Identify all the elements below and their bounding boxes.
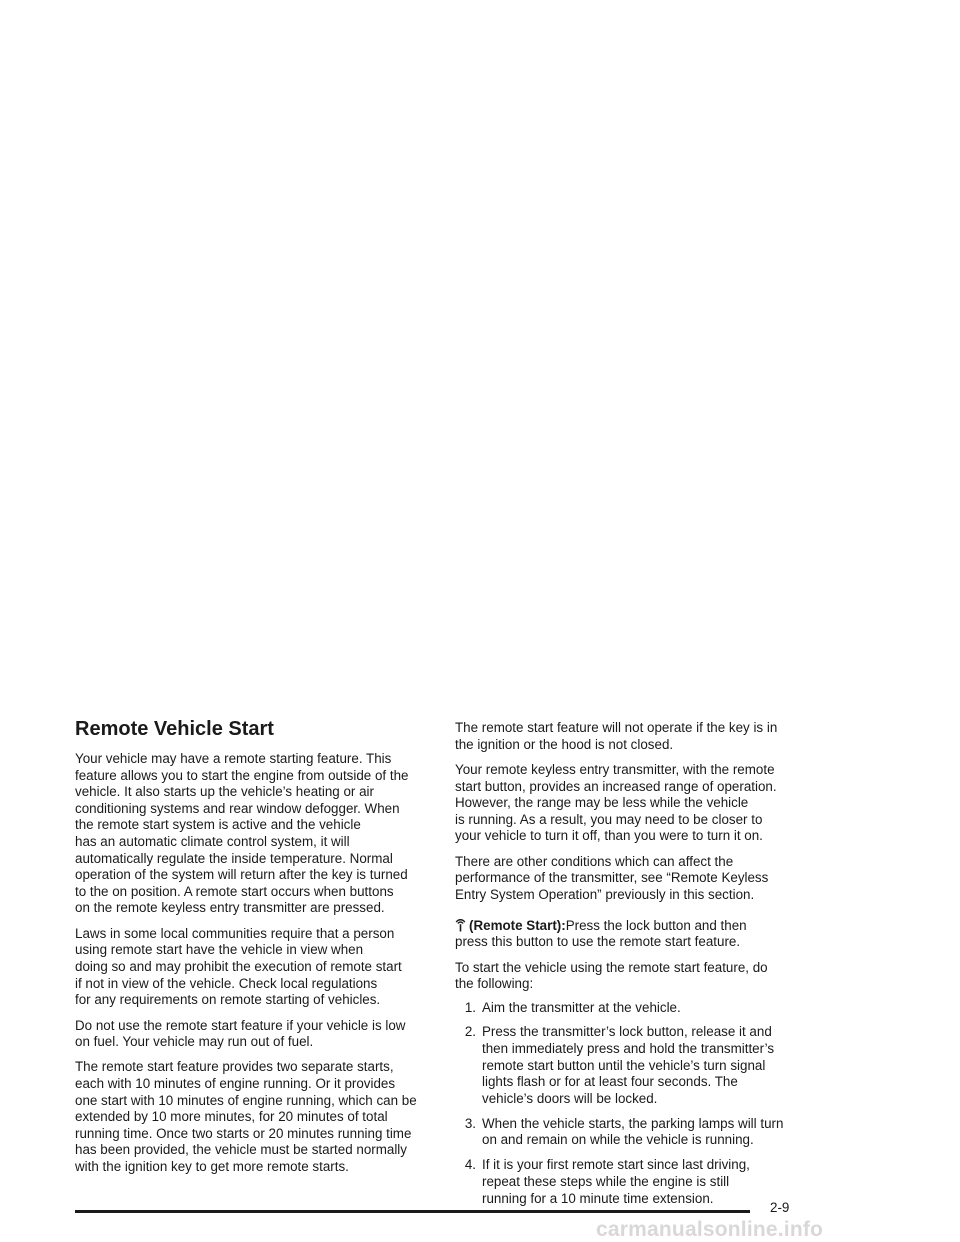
footer-rule [75,1210,750,1213]
watermark: carmanualsonline.info [596,1218,824,1241]
step-number: 3. [464,1115,476,1131]
step-number: 2. [464,1024,476,1040]
step-text: Press the transmitter’s lock button, release it and then immediately press and hold the transmitter’s remote start button until the vehicle’s turn signal lights flash or for at least four seconds. The vehicle’s doors will be locked. [482,1024,775,1106]
steps-list [455,1000,817,1208]
step-text: When the vehicle starts, the parking lamps will turn on and remain on while the vehicle is running. [482,1115,784,1148]
step-text: Aim the transmitter at the vehicle. [482,999,681,1015]
left-column [75,717,437,1184]
steps-intro: To start the vehicle using the remote start feature, do the following: [455,959,768,992]
list-item [455,1116,817,1149]
list-item [455,1000,817,1017]
paragraph: Laws in some local communities require that a person using remote start have the vehicle in view when doing so and may prohibit the execution of remote start if not in view of the vehicle. Check local regulations for any requirements on remote starting of vehicles. [75,925,402,1008]
right-column [455,720,817,1216]
remote-start-text: Press the lock button and then press this button to use the remote start feature. [455,917,747,950]
paragraph: Your remote keyless entry transmitter, with the remote start button, provides an increased range of operation. However, the range may be less while the vehicle is running. As a result, you may need to be closer to your vehicle to turn it off, than you were to turn it on. [455,761,777,844]
remote-start-label: (Remote Start): [469,917,566,933]
paragraph: Do not use the remote start feature if your vehicle is low on fuel. Your vehicle may run out of fuel. [75,1017,406,1050]
step-text: If it is your first remote start since last driving, repeat these steps while the engine is still running for a 10 minute time extension. [482,1157,750,1206]
list-item [455,1024,817,1107]
step-number: 1. [464,999,476,1015]
paragraph: There are other conditions which can affect the performance of the transmitter, see “Remote Keyless Entry System Operation” previously in this section. [455,853,769,902]
remote-start-icon [455,918,466,932]
list-item [455,1157,817,1207]
remote-start-paragraph [455,918,817,951]
section-title: Remote Vehicle Start [75,718,274,740]
paragraph: The remote start feature will not operate if the key is in the ignition or the hood is not closed. [455,720,778,752]
paragraph: Your vehicle may have a remote starting feature. This feature allows you to start the engine from outside of the vehicle. It also starts up the vehicle’s heating or air conditioning systems and rear window defogger. When the remote start system is active and the vehicle has an automatic climate control system, it will automatically regulate the inside temperature. Normal operation of the system will return after the key is turned to the on position. A remote start occurs when buttons on the remote keyless entry transmitter are pressed. [75,751,409,916]
paragraph: The remote start feature provides two separate starts, each with 10 minutes of engine running. Or it provides one start with 10 minutes of engine running, which can be extended by 10 more minutes, for 20 minutes of total running time. Once two starts or 20 minutes running time has been provided, the vehicle must be started normally with the ignition key to get more remote starts. [75,1059,417,1175]
page-number: 2-9 [770,1200,790,1215]
step-number: 4. [464,1157,476,1173]
